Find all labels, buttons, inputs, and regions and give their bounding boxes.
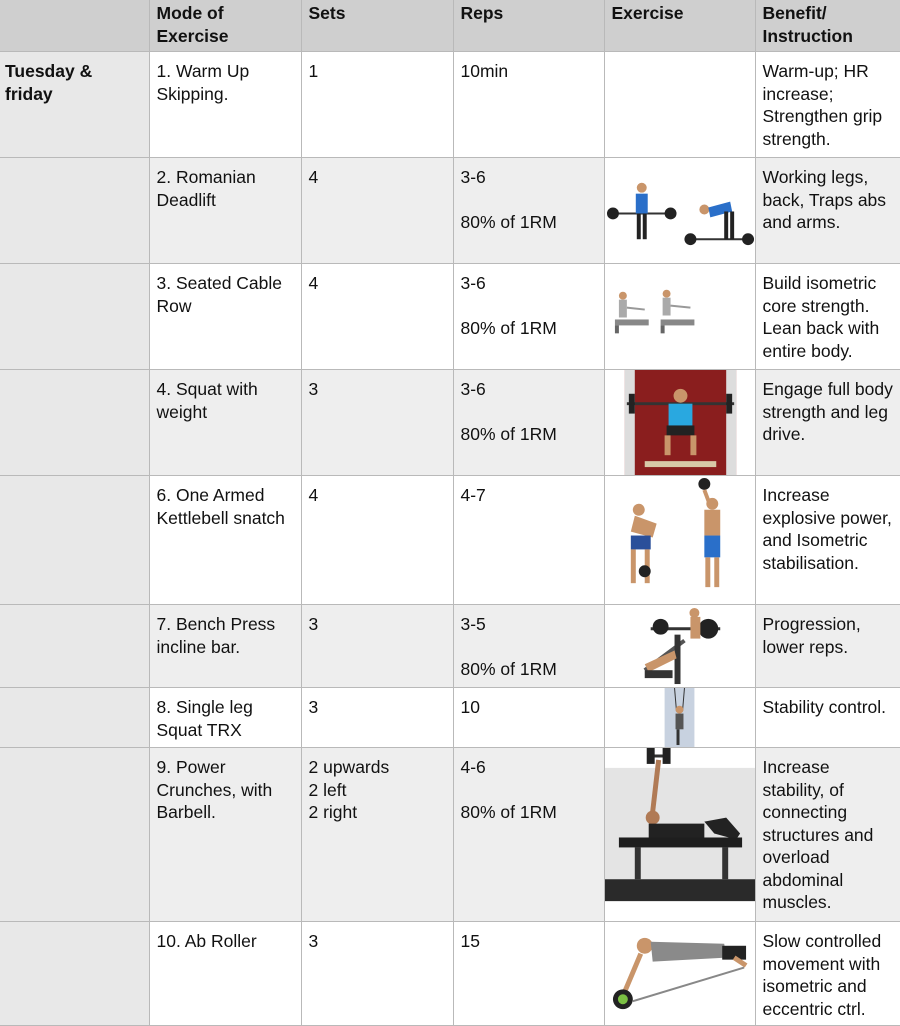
benefit-cell: Progression, lower reps. <box>755 605 900 688</box>
reps-cell <box>453 748 604 922</box>
table-row <box>0 158 900 264</box>
sets-line: 2 right <box>308 802 358 822</box>
reps-intensity: 80% of 1RM <box>460 658 557 679</box>
exercise-image-cell <box>604 264 755 370</box>
exercise-image-cell <box>604 605 755 688</box>
exercise-image-cell <box>604 688 755 748</box>
ab-roller-photo <box>605 922 755 1025</box>
day-cell <box>0 476 149 605</box>
mode-cell: 4. Squat with weight <box>149 370 301 476</box>
seated-cable-row-photo <box>605 264 755 369</box>
table-row <box>0 370 900 476</box>
sets-line: 2 left <box>308 779 347 800</box>
benefit-cell: Warm-up; HR increase; Strengthen grip strength. <box>755 52 900 158</box>
table-row <box>0 264 900 370</box>
reps-cell <box>453 605 604 688</box>
reps-cell: 15 <box>453 922 604 1026</box>
table-row <box>0 476 900 605</box>
exercise-image-cell <box>604 922 755 1026</box>
sets-cell <box>301 748 453 922</box>
table-row <box>0 688 900 748</box>
day-label: Tuesday & friday <box>0 52 149 158</box>
bench-press-photo <box>605 605 755 687</box>
mode-cell: 1. Warm Up Skipping. <box>149 52 301 158</box>
kettlebell-snatch-photo <box>605 476 755 604</box>
mode-cell: 8. Single leg Squat TRX <box>149 688 301 748</box>
reps-cell: 4-7 <box>453 476 604 605</box>
mode-cell: 6. One Armed Kettlebell snatch <box>149 476 301 605</box>
header-row <box>0 0 900 52</box>
benefit-cell: Engage full body strength and leg drive. <box>755 370 900 476</box>
reps-value: 3-5 <box>460 614 486 634</box>
benefit-cell: Slow controlled movement with isometric and eccentric ctrl. <box>755 922 900 1026</box>
benefit-cell: Working legs, back, Traps abs and arms. <box>755 158 900 264</box>
sets-cell: 3 <box>301 922 453 1026</box>
power-crunch-photo <box>605 748 755 921</box>
reps-cell <box>453 370 604 476</box>
day-cell <box>0 158 149 264</box>
header-mode: Mode of Exercise <box>149 0 301 52</box>
day-cell <box>0 688 149 748</box>
reps-value: 3-6 <box>460 167 486 187</box>
day-cell <box>0 922 149 1026</box>
sets-cell: 4 <box>301 476 453 605</box>
reps-cell: 10min <box>453 52 604 158</box>
reps-intensity: 80% of 1RM <box>460 211 557 232</box>
reps-intensity: 80% of 1RM <box>460 801 557 822</box>
table-row <box>0 605 900 688</box>
squat-photo <box>605 370 755 475</box>
benefit-cell: Stability control. <box>755 688 900 748</box>
sets-cell: 1 <box>301 52 453 158</box>
header-benefit: Benefit/ Instruction <box>755 0 900 52</box>
benefit-cell: Increase explosive power, and Isometric stabilisation. <box>755 476 900 605</box>
trx-squat-photo <box>605 688 755 747</box>
exercise-image-cell <box>604 158 755 264</box>
mode-cell: 10. Ab Roller <box>149 922 301 1026</box>
mode-cell: 2. Romanian Deadlift <box>149 158 301 264</box>
sets-cell: 4 <box>301 158 453 264</box>
sets-cell: 3 <box>301 605 453 688</box>
sets-cell: 3 <box>301 370 453 476</box>
reps-cell <box>453 264 604 370</box>
reps-cell: 10 <box>453 688 604 748</box>
exercise-image-cell <box>604 748 755 922</box>
sets-line: 2 upwards <box>308 757 390 777</box>
day-cell <box>0 264 149 370</box>
reps-value: 3-6 <box>460 273 486 293</box>
reps-intensity: 80% of 1RM <box>460 317 557 338</box>
mode-cell: 7. Bench Press incline bar. <box>149 605 301 688</box>
benefit-cell: Build isometric core strength. Lean back with entire body. <box>755 264 900 370</box>
day-cell <box>0 605 149 688</box>
header-exercise: Exercise <box>604 0 755 52</box>
reps-cell <box>453 158 604 264</box>
header-day <box>0 0 149 52</box>
exercise-image-cell <box>604 476 755 605</box>
table-row <box>0 922 900 1026</box>
benefit-cell: Increase stability, of connecting structures and overload abdominal muscles. <box>755 748 900 922</box>
table-row <box>0 52 900 158</box>
mode-cell: 9. Power Crunches, with Barbell. <box>149 748 301 922</box>
sets-cell: 4 <box>301 264 453 370</box>
sets-cell: 3 <box>301 688 453 748</box>
reps-value: 4-6 <box>460 757 486 777</box>
header-sets: Sets <box>301 0 453 52</box>
day-cell <box>0 370 149 476</box>
mode-cell: 3. Seated Cable Row <box>149 264 301 370</box>
exercise-image-cell <box>604 370 755 476</box>
table-row <box>0 748 900 922</box>
day-cell <box>0 748 149 922</box>
reps-intensity: 80% of 1RM <box>460 423 557 444</box>
header-reps: Reps <box>453 0 604 52</box>
romanian-deadlift-photo <box>605 158 755 263</box>
reps-value: 3-6 <box>460 379 486 399</box>
exercise-image-cell <box>604 52 755 158</box>
